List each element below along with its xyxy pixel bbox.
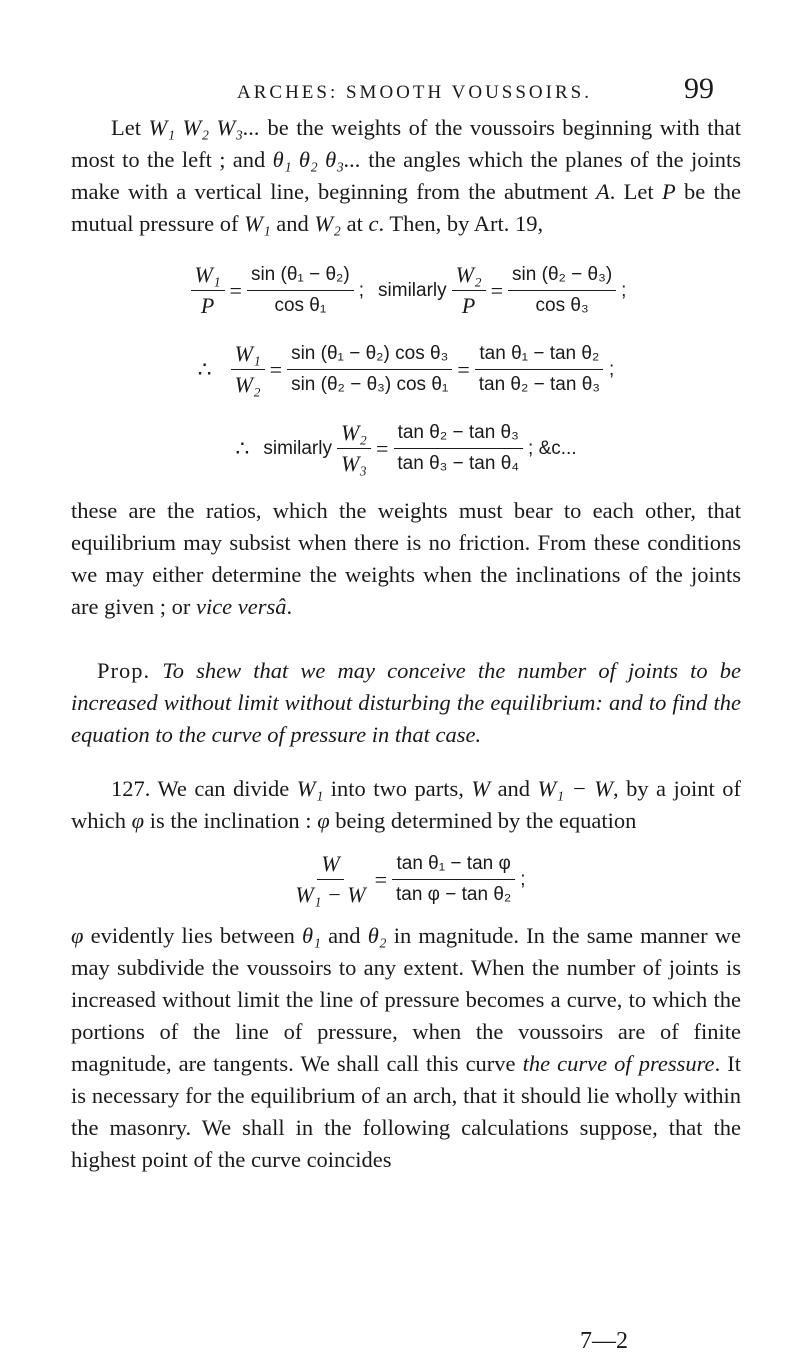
- equals-sign: =: [269, 356, 283, 382]
- phi-symbol: φ: [131, 808, 145, 833]
- fraction: [392, 851, 515, 908]
- theta-symbol: θ₁: [302, 923, 321, 948]
- text-run: evidently lies between: [83, 923, 303, 948]
- fraction: [508, 262, 616, 319]
- text-run: into two parts,: [323, 776, 472, 801]
- numerator: tan θ₁ − tan φ: [392, 851, 514, 880]
- pressure-symbol: P: [661, 179, 676, 204]
- denominator: sin (θ₂ − θ₃) cos θ₁: [291, 374, 449, 395]
- equals-sign: =: [229, 277, 242, 303]
- text-run: in magnitude. In the same manner we may subdivide the voussoirs to any extent. When the number of joints is increased without limit the line of pressure becomes a curve, to which the portions of the line of pressure, when the voussoirs are of finite magnitude, are tangents. We shall call this curve: [71, 923, 741, 1076]
- equation-4: [71, 851, 741, 908]
- denominator: W₂: [234, 372, 261, 397]
- italic-phrase: vice versâ: [195, 594, 287, 619]
- similarly-label: similarly: [263, 437, 332, 459]
- angles-list: θ₁ θ₂ θ₃...: [272, 147, 361, 172]
- numerator: sin (θ₁ − θ₂): [247, 262, 354, 291]
- text-run: and: [320, 923, 368, 948]
- weight-symbol: W₁: [244, 211, 271, 236]
- similarly-label: similarly: [378, 279, 447, 301]
- italic-phrase: the curve of pressure: [522, 1051, 715, 1076]
- fraction: [247, 262, 354, 319]
- text-run: We can divide: [150, 776, 297, 801]
- point-symbol: c: [368, 211, 379, 236]
- text-run: Let: [111, 115, 149, 140]
- proposition-text: To shew that we may conceive the number of joints to be increased without limit without disturbing the equilibrium: and to find the equation to the curve of pressure in that case.: [71, 658, 742, 747]
- numerator: W₂: [452, 262, 486, 291]
- abutment-symbol: A: [596, 179, 610, 204]
- text-run: , by a joint of which: [71, 776, 741, 833]
- phi-symbol: φ: [317, 808, 330, 833]
- text-run: and: [270, 211, 315, 236]
- weight-expression: W₁ − W: [537, 776, 613, 801]
- numerator: tan θ₂ − tan θ₃: [394, 420, 523, 449]
- page-header: [0, 52, 800, 105]
- denominator: tan θ₂ − tan θ₃: [478, 374, 601, 395]
- numerator: W₁: [191, 262, 225, 291]
- fraction: [287, 341, 452, 398]
- separator: ;: [609, 358, 615, 380]
- equation-2: [71, 341, 741, 398]
- denominator: tan θ₃ − tan θ₄: [397, 453, 520, 474]
- fraction: [291, 851, 369, 908]
- denominator: W₁ − W: [295, 882, 366, 907]
- separator: ; &c...: [528, 437, 577, 459]
- equals-sign: =: [490, 277, 504, 303]
- text-run: at: [341, 211, 369, 236]
- numerator: W₂: [337, 420, 371, 449]
- phi-symbol: φ: [71, 923, 84, 948]
- text-run: .: [286, 594, 293, 619]
- denominator: cos θ₁: [274, 295, 327, 316]
- text-run: is the inclination :: [144, 808, 318, 833]
- text-run: the angles which the planes of the joints make with a vertical line, beginning from the abutment: [71, 147, 741, 204]
- signature-mark: 7—2: [580, 1328, 628, 1354]
- equation-1: [71, 262, 741, 319]
- denominator: tan φ − tan θ₂: [395, 884, 512, 905]
- text-run: . It is necessary for the equilibrium of an arch, that it should lie wholly within the masonry. We shall in the following calculations suppose, that the highest point of the curve coincides: [71, 1051, 741, 1172]
- text-run: be the mutual pressure of: [71, 179, 741, 236]
- weight-symbol: W₂: [314, 211, 341, 236]
- text-run: being determined by the equation: [329, 808, 637, 833]
- separator: ;: [358, 279, 365, 301]
- numerator: tan θ₁ − tan θ₂: [475, 341, 603, 370]
- page-number: 99: [684, 72, 714, 105]
- equals-sign: =: [375, 435, 389, 461]
- fraction: [337, 420, 371, 477]
- denominator: P: [461, 293, 476, 318]
- fraction: [452, 262, 486, 319]
- fraction: [231, 341, 265, 398]
- equals-sign: =: [457, 356, 470, 382]
- therefore-symbol: ∴: [197, 356, 212, 382]
- weight-symbol: W₁: [296, 776, 324, 801]
- fraction: [475, 341, 604, 398]
- theta-symbol: θ₂: [367, 923, 387, 948]
- weight-symbol: W: [471, 776, 491, 801]
- proposition: [71, 655, 741, 751]
- text-run: and: [490, 776, 538, 801]
- numerator: W: [317, 851, 343, 880]
- fraction: [393, 420, 523, 477]
- body-text: [71, 112, 741, 1176]
- running-head: ARCHES: SMOOTH VOUSSOIRS.: [237, 82, 592, 103]
- denominator: cos θ₃: [535, 295, 589, 316]
- separator: ;: [621, 279, 627, 301]
- weights-list: W₁ W₂ W₃...: [148, 115, 260, 140]
- text-run: . Then, by Art. 19,: [378, 211, 544, 236]
- numerator: sin (θ₁ − θ₂) cos θ₃: [287, 341, 452, 370]
- article-number: 127.: [111, 776, 151, 801]
- paragraph-ratios: [71, 495, 741, 623]
- numerator: sin (θ₂ − θ₃): [508, 262, 616, 291]
- equals-sign: =: [374, 866, 387, 892]
- paragraph-curve-of-pressure: [71, 920, 741, 1176]
- therefore-symbol: ∴: [235, 435, 250, 461]
- text-run: . Let: [609, 179, 662, 204]
- numerator: W₁: [231, 341, 265, 370]
- article-127: [71, 773, 741, 837]
- paragraph-definitions: [71, 112, 741, 240]
- fraction: [191, 262, 225, 319]
- separator: ;: [520, 868, 526, 890]
- denominator: P: [200, 293, 215, 318]
- equation-3: [71, 420, 741, 477]
- text-run: be the weights of the voussoirs beginning with that most to the left ; and: [71, 115, 741, 172]
- denominator: W₃: [340, 451, 367, 476]
- proposition-label: Prop.: [97, 658, 151, 683]
- text-run: these are the ratios, which the weights must bear to each other, that equilibrium may subsist when there is no friction. From these conditions we may either determine the weights when the inclinations of the joints are given ; or: [71, 498, 741, 619]
